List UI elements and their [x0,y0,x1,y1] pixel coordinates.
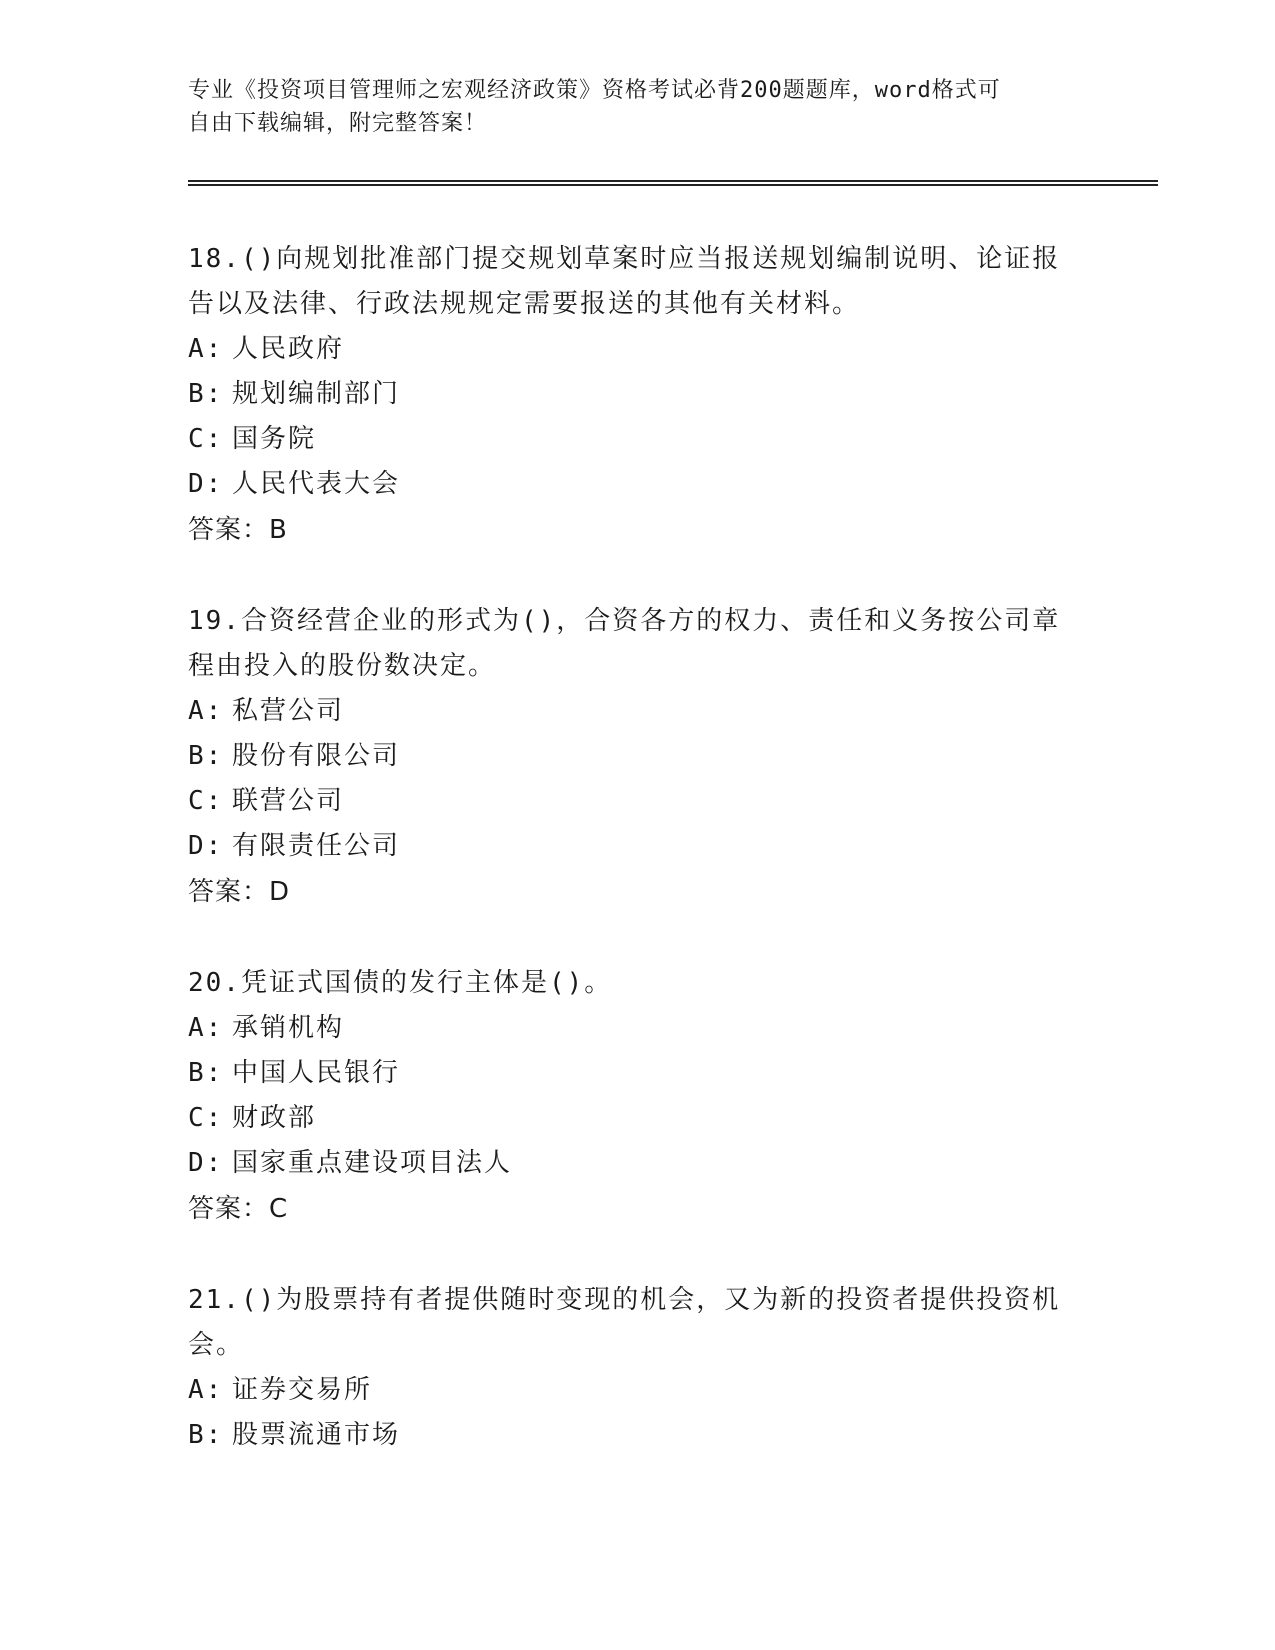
option-text: 承销机构 [232,1013,345,1043]
option-a [188,327,1088,372]
answer-line: 答案：D [188,877,291,907]
option-text: 证券交易所 [232,1375,373,1405]
option-letter: B: [188,1058,224,1088]
option-letter: A: [188,696,224,726]
question-stem-line: 18.()向规划批准部门提交规划草案时应当报送规划编制说明、论证报 [188,244,1061,274]
option-b [188,1051,1088,1096]
option-letter: D: [188,831,224,861]
option-text: 股票流通市场 [232,1420,401,1450]
option-letter: C: [188,1103,224,1133]
option-c [188,779,1088,824]
option-a [188,1368,1088,1413]
answer-line: 答案：C [188,1194,289,1224]
option-letter: C: [188,424,224,454]
option-d [188,824,1088,869]
question-stem-line: 告以及法律、行政法规规定需要报送的其他有关材料。 [188,289,861,319]
option-b [188,734,1088,779]
option-letter: B: [188,741,224,771]
option-letter: C: [188,786,224,816]
option-text: 国务院 [232,424,317,454]
option-a [188,1006,1088,1051]
header-line-2: 自由下载编辑，附完整答案！ [188,111,488,136]
option-c [188,1096,1088,1141]
option-text: 股份有限公司 [232,741,401,771]
question-19 [188,599,1088,915]
header-double-rule [188,180,1158,186]
question-stem-line: 会。 [188,1330,245,1360]
option-letter: A: [188,1013,224,1043]
option-b [188,372,1088,417]
header-line-1: 专业《投资项目管理师之宏观经济政策》资格考试必背200题题库，word格式可 [188,78,1001,103]
question-20 [188,961,1088,1232]
option-text: 私营公司 [232,696,345,726]
document-header [188,74,1088,140]
option-letter: B: [188,379,224,409]
question-stem-line: 程由投入的股份数决定。 [188,651,497,681]
option-text: 有限责任公司 [232,831,401,861]
option-letter: A: [188,334,224,364]
question-list [188,237,1088,1504]
question-21 [188,1278,1088,1458]
option-text: 国家重点建设项目法人 [232,1148,513,1178]
option-b [188,1413,1088,1458]
question-18 [188,237,1088,553]
option-text: 人民代表大会 [232,469,401,499]
option-text: 财政部 [232,1103,317,1133]
option-text: 中国人民银行 [232,1058,401,1088]
option-letter: B: [188,1420,224,1450]
question-stem-line: 20.凭证式国债的发行主体是()。 [188,968,613,998]
option-text: 联营公司 [232,786,345,816]
option-text: 人民政府 [232,334,345,364]
option-a [188,689,1088,734]
option-d [188,462,1088,507]
option-d [188,1141,1088,1186]
question-stem-line: 21.()为股票持有者提供随时变现的机会，又为新的投资者提供投资机 [188,1285,1061,1315]
option-text: 规划编制部门 [232,379,401,409]
option-letter: A: [188,1375,224,1405]
question-stem-line: 19.合资经营企业的形式为()，合资各方的权力、责任和义务按公司章 [188,606,1061,636]
option-letter: D: [188,469,224,499]
answer-line: 答案：B [188,515,288,545]
option-letter: D: [188,1148,224,1178]
option-c [188,417,1088,462]
